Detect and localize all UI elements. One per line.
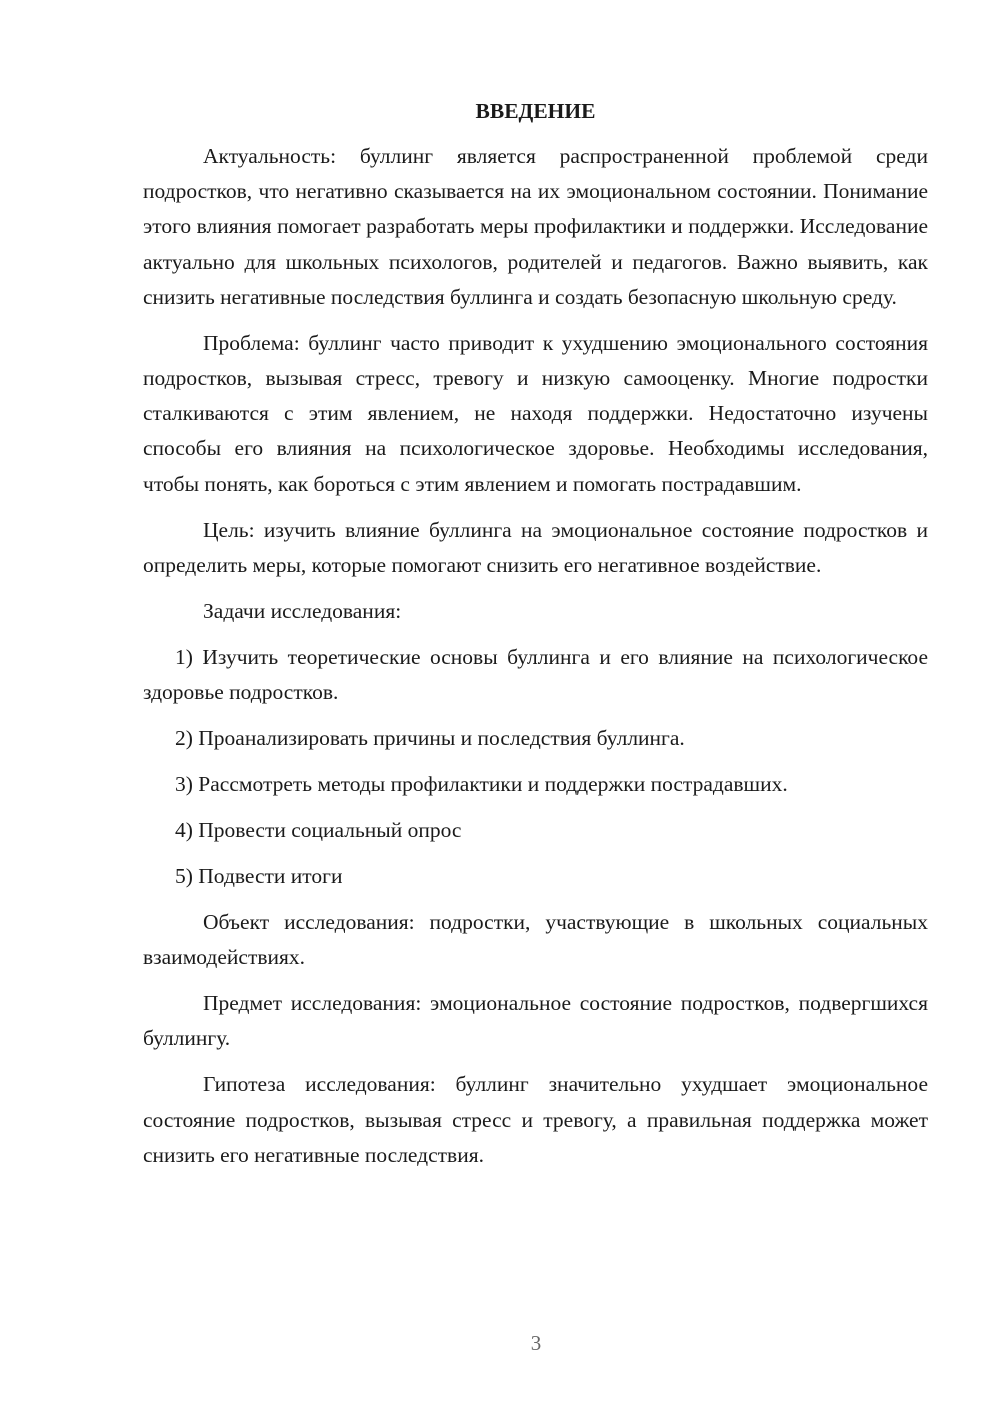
task-item: 2) Проанализировать причины и последствия буллинга. [175,726,685,751]
subject-paragraph: Предмет исследования: эмоциональное состояние подростков, подвергшихся буллингу. [143,991,928,1051]
problem-paragraph: Проблема: буллинг часто приводит к ухудшению эмоционального состояния подростков, вызывая стресс, тревогу и низкую самооценку. Многие подростки сталкиваются с этим явлением, не находя поддержки. Недостаточно изучены способы его влияния на психологическое здоровье. Необходимы исследования, чтобы понять, как бороться с этим явлением и помогать пострадавшим. [143,330,928,496]
page-number: 3 [530,1331,542,1355]
object-paragraph: Объект исследования: подростки, участвующие в школьных социальных взаимодействиях. [143,910,928,970]
relevance-paragraph: Актуальность: буллинг является распространенной проблемой среди подростков, что негативно сказывается на их эмоциональном состоянии. Понимание этого влияния помогает разработать меры профилактики и поддержки. Исследование актуально для школьных психологов, родителей и педагогов. Важно выявить, как снизить негативные последствия буллинга и создать безопасную школьную среду. [143,144,928,309]
task-item: 5) Подвести итоги [175,864,343,889]
hypothesis-paragraph: Гипотеза исследования: буллинг значительно ухудшает эмоциональное состояние подростков, вызывая стресс и тревогу, а правильная поддержка может снизить его негативные последствия. [143,1072,928,1167]
goal-paragraph: Цель: изучить влияние буллинга на эмоциональное состояние подростков и определить меры, которые помогают снизить его негативное воздействие. [143,517,928,577]
page-title: ВВЕДЕНИЕ [475,99,596,123]
document-body [143,94,928,1173]
task-item: 3) Рассмотреть методы профилактики и поддержки пострадавших. [175,772,788,797]
task-item: 1) Изучить теоретические основы буллинга и его влияние на психологическое здоровье подростков. [143,644,928,705]
task-item: 4) Провести социальный опрос [175,818,462,843]
tasks-heading: Задачи исследования: [203,598,402,623]
